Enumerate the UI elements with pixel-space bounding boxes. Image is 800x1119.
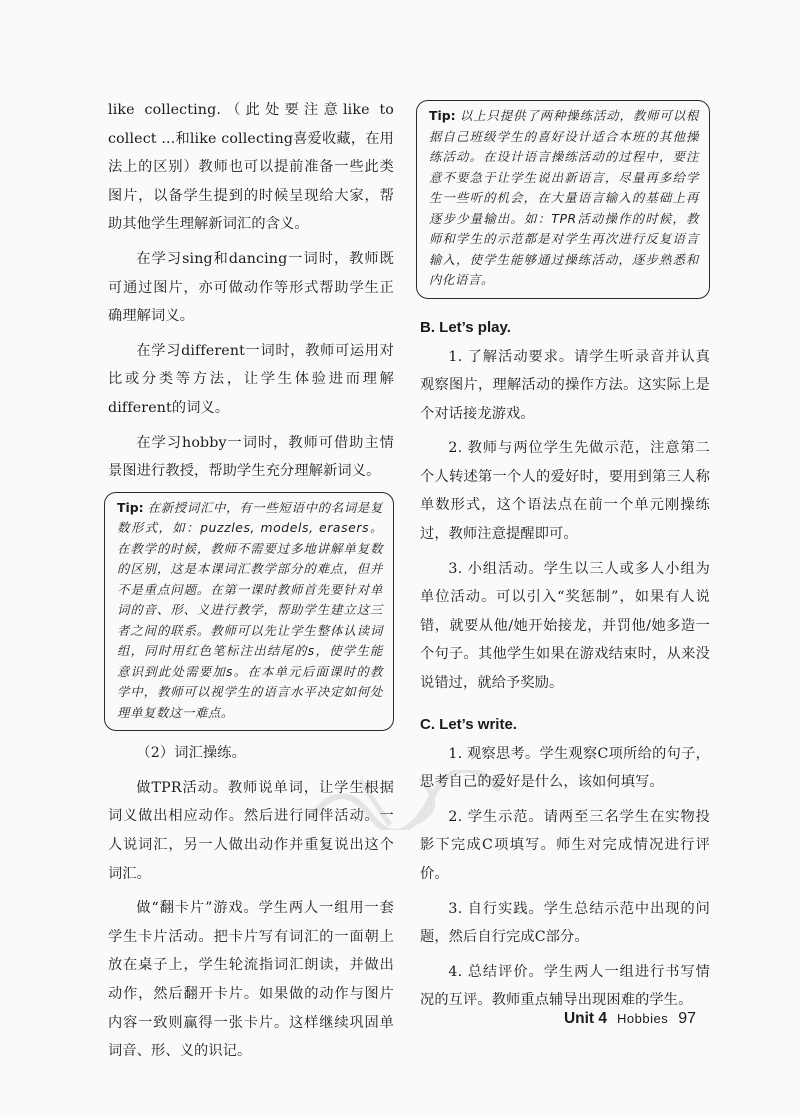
section-heading-lets-play: B. Let’s play. bbox=[420, 318, 511, 336]
paragraph-flip-cards-game: 做“翻卡片”游戏。学生两人一组用一套学生卡片活动。把卡片写有词汇的一面朝上放在桌子上，学生轮流指词汇朗读，并做出动作，然后翻开卡片。如果做的动作与图片内容一致则赢得一张卡片。这样继续巩固单词音、形、义的识记。 bbox=[108, 900, 394, 1060]
list-item: 1. 了解活动要求。请学生听录音并认真观察图片，理解活动的操作方法。这实际上是个对话接龙游戏。 bbox=[420, 348, 710, 422]
footer-unit-label: Unit 4 bbox=[563, 1010, 607, 1027]
page-footer bbox=[564, 1010, 696, 1028]
section-heading-lets-write: C. Let’s write. bbox=[420, 715, 517, 733]
tip-text: 在新授词汇中，有一些短语中的名词是复数形式，如：puzzles, models, erasers。在教学的时候，教师不需要过多地讲解单复数的区别，这是本课词汇教学部分的难点，但并不是重点问题。在第一课时教师首先要针对单词的音、形、义进行教学，帮助学生建立这三者之间的联系。教师可以先让学生整体认读词组，同时用红色笔标注出结尾的s，使学生能意识到此处需要加s。在本单元后面课时的教学中，教师可以视学生的语言水平决定如何处理单复数这一难点。 bbox=[117, 499, 383, 720]
paragraph-hobby: 在学习hobby一词时，教师可借助主情景图进行教授，帮助学生充分理解新词义。 bbox=[108, 434, 394, 480]
list-item: 4. 总结评价。学生两人一组进行书写情况的互评。教师重点辅导出现困难的学生。 bbox=[420, 963, 710, 1009]
footer-unit-title: Hobbies bbox=[617, 1011, 669, 1026]
tip-box-plural-nouns bbox=[104, 492, 394, 732]
list-item: 2. 教师与两位学生先做示范，注意第二个人转述第一个人的爱好时，要用到第三人称单数形式，这个语法点在前一个单元刚操练过，教师注意提醒即可。 bbox=[420, 440, 710, 543]
tip-box-practice-activities bbox=[416, 100, 710, 299]
list-item: 3. 自行实践。学生总结示范中出现的问题，然后自行完成C部分。 bbox=[420, 900, 710, 946]
list-item: 1. 观察思考。学生观察C项所给的句子，思考自己的爱好是什么，该如何填写。 bbox=[420, 745, 710, 791]
paragraph-sing-dancing: 在学习sing和dancing一词时，教师既可通过图片，亦可做动作等形式帮助学生正确理解词义。 bbox=[108, 250, 394, 325]
subheading-vocabulary-practice: （2）词汇操练。 bbox=[136, 745, 246, 762]
list-item: 2. 学生示范。请两至三名学生在实物投影下完成C项填写。师生对完成情况进行评价。 bbox=[420, 808, 710, 882]
left-column bbox=[108, 96, 394, 1072]
tip-label: Tip: bbox=[117, 499, 144, 515]
tip-text: 以上只提供了两种操练活动，教师可以根据自己班级学生的喜好设计适合本班的其他操练活动。在设计语言操练活动的过程中，要注意不要急于让学生说出新语言，尽量再多给学生一些听的机会，在大量语言输入的基础上再逐步少量输出。如：TPR活动操作的时候，教师和学生的示范都是对学生再次进行反复语言输入，使学生能够通过操练活动，逐步熟悉和内化语言。 bbox=[429, 108, 699, 287]
paragraph-different: 在学习different一词时，教师可运用对比或分类等方法，让学生体验进而理解different的词义。 bbox=[108, 342, 394, 416]
paragraph-tpr-activity: 做TPR活动。教师说单词，让学生根据词义做出相应动作。然后进行同伴活动。一人说词汇，另一人做出动作并重复说出这个词汇。 bbox=[108, 779, 394, 882]
page-number: 97 bbox=[678, 1010, 696, 1027]
tip-label: Tip: bbox=[429, 108, 456, 123]
paragraph-like-collecting: like collecting.（此处要注意like to collect ...和like collecting喜爱收藏，在用法上的区别）教师也可以提前准备一些此类图片，以备学生提到的时候呈现给大家，帮助其他学生理解新词汇的含义。 bbox=[108, 102, 394, 233]
right-column bbox=[420, 100, 710, 1021]
list-item: 3. 小组活动。学生以三人或多人小组为单位活动。可以引入“奖惩制”，如果有人说错，就要从他/她开始接龙，并罚他/她多造一个句子。其他学生如果在游戏结束时，从来没说错过，就给予奖励。 bbox=[420, 560, 710, 692]
